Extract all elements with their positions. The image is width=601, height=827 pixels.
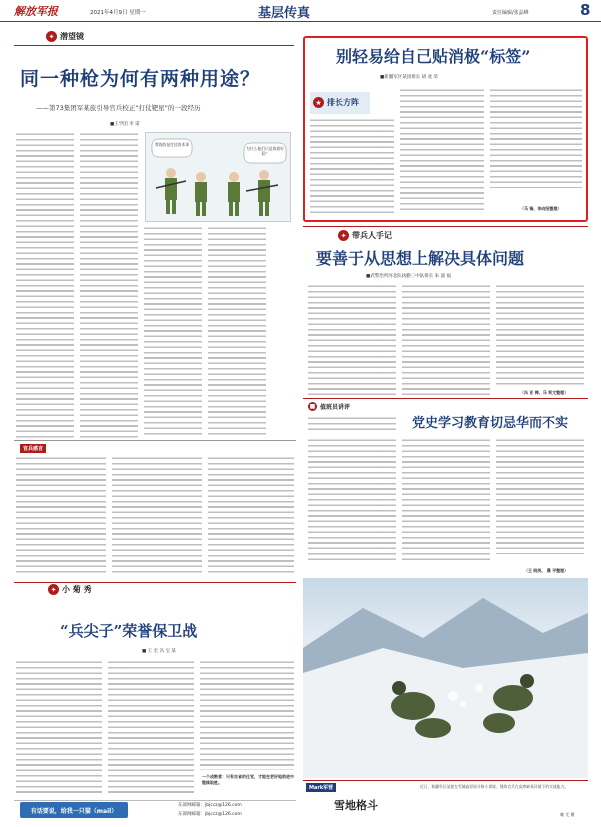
party-article-text [496,438,584,554]
footer-logo: 有话要说，给我一只猫（mail） [20,802,128,818]
column-tag-icon: ★ [313,97,324,108]
article-text-column [80,132,138,438]
highlighted-article-signature: （马 锋、李向阳整理） [520,206,562,211]
highlighted-article-text [490,88,582,188]
lower-article-note: 一个成熟者：只有自省的仕官，才能在更好地前进中继续取胜。 [202,774,294,785]
article-text-column [16,132,74,438]
party-header-info [308,416,396,434]
snow-fight-photo [303,578,588,778]
middle-article-byline: ■武警治所河北队执勤三中队排长 朱 波 福 [366,274,452,279]
column-tag-zhiban [308,402,350,411]
highlighted-article-title: 别轻易给自己贴消极“标签” [336,47,531,66]
cartoon-speech-1: 我练的是打仗的本事 [154,142,190,147]
lower-article-text [16,660,102,796]
column-tag-label: 值班员讲评 [320,404,351,411]
party-article-signature: （王 晓英、 晨 平整理） [524,568,569,573]
middle-article-text [308,284,396,396]
middle-article-title: 要善于从思想上解决具体问题 [316,249,525,268]
comments-text [208,456,294,576]
party-article-text [402,438,490,562]
party-article-text [308,438,396,562]
middle-article-text [496,284,584,388]
lower-article-byline: ■ 王 宏 冯 宝 某 [142,649,176,654]
masthead: 解放军报 [14,5,58,18]
column-tag-xiaojuxiu [48,584,92,595]
comments-text [16,456,106,576]
middle-article-text [402,284,490,396]
column-tag-icon: ✦ [338,230,349,241]
party-article-title: 党史学习教育切忌华而不实 [412,416,569,431]
photo-credit: 赖 尤 摄 [560,812,575,817]
article-byline: ■王学团 李 诺 [110,122,140,127]
column-tag-icon: ✦ [48,584,59,595]
cartoon-speech-2: 为什么他们只是练着好看？ [246,146,284,156]
photo-title: 雪地格斗 [334,799,378,812]
lower-article-text [200,660,294,770]
photo-column-tag: Mark军营 [306,783,336,792]
column-tag-icon: ✦ [46,31,57,42]
column-tag-label: 排长方阵 [327,98,359,107]
highlighted-article-text [400,88,484,214]
lower-article-title: “兵尖子”荣誉保卫战 [60,622,198,640]
footer-email-2[interactable]: 东部网邮箱：jbjccz@126.com [178,812,242,817]
column-tag-label: 小 菊 秀 [62,585,92,594]
article-title: 同一种枪为何有两种用途？ [20,68,261,90]
article-text-column [144,226,202,438]
highlighted-article-text [310,118,394,214]
editor-credit: 责任编辑/张晶峰 [492,10,529,16]
footer-email-1[interactable]: 东部网邮箱：jbjccz@126.com [178,803,242,808]
photo-caption: 近日，新疆军区某旅在雪域高原展开格斗训练，锤炼官兵在高寒缺氧环境下的实战能力。 [420,784,569,789]
column-tag-icon: ■ [309,403,316,410]
comments-box-title: 官兵感言 [20,444,46,453]
section-title: 基层传真 [258,6,311,21]
column-tag-daibing [338,230,392,241]
middle-article-signature: （冯 亚 梅、马 利文整理） [520,390,569,395]
column-tag-qianwangjing [46,31,84,42]
column-tag-label: 带兵人手记 [352,231,392,240]
article-text-column [208,226,266,438]
comments-text [112,456,202,576]
column-tag-label: 潜望镜 [60,32,84,41]
highlighted-article-byline: ■新疆军区某团排长 胡 欢 荣 [380,75,439,80]
article-subtitle: ——第73集团军某旅引导官兵校正“打仗靶星”的一段经历 [36,104,201,112]
lower-article-text [108,660,194,796]
column-tag-paizhang [313,97,359,108]
page-number: 8 [580,1,591,19]
cartoon-illustration [145,132,291,222]
issue-date: 2021年4月9日 星期一 [90,10,146,16]
